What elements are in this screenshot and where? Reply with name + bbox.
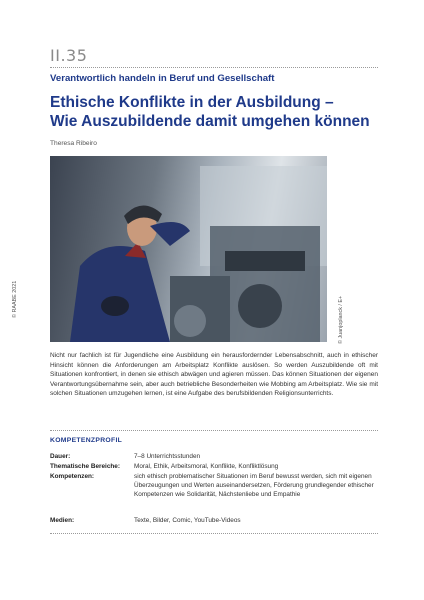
copyright-notice: © RAABE 2021 xyxy=(12,280,18,318)
author: Theresa Ribeiro xyxy=(50,140,97,147)
section-number: II.35 xyxy=(50,46,88,65)
page-title xyxy=(50,93,380,131)
divider xyxy=(50,67,378,68)
series-title: Verantwortlich handeln in Beruf und Gesellschaft xyxy=(50,73,275,84)
divider xyxy=(50,430,378,431)
profile-key: Thematische Bereiche: xyxy=(50,463,120,470)
machine-part xyxy=(225,251,305,271)
profile-key: Medien: xyxy=(50,517,75,524)
hero-photo xyxy=(50,156,327,342)
profile-value: 7–8 Unterrichtsstunden xyxy=(134,453,201,460)
profile-key: Kompetenzen: xyxy=(50,473,95,480)
divider xyxy=(50,533,378,534)
title-line-2: Wie Auszubildende damit umgehen können xyxy=(50,113,370,130)
photo-credit: © Juanjoplanck / E+ xyxy=(338,295,344,344)
profile-key: Dauer: xyxy=(50,453,71,460)
title-line-1: Ethische Konflikte in der Ausbildung – xyxy=(50,94,334,111)
workshop-illustration xyxy=(50,156,327,342)
profile-title: KOMPETENZPROFIL xyxy=(50,437,123,444)
profile-value: Texte, Bilder, Comic, YouTube-Videos xyxy=(134,517,241,524)
machine-wheel xyxy=(238,284,282,328)
intro-paragraph: Nicht nur fachlich ist für Jugendliche eine Ausbildung ein herausfordernder Lebensabschnitt, auch in ethischer Hinsicht können die Anforderungen am Arbeitsplatz Konflikte auslösen. So werden Auszubildende oft mit Situationen konfrontiert, in denen sie ethisch abwägen und agieren müssen. Das können Situationen der eigenen Verantwortungsübernahme sein, aber auch betriebliche Besonderheiten wie Mobbing am Arbeitsplatz. Wie sie mit solchen Situationen umzugehen lernen, ist eine Aufgabe des berufsbildenden Religionsunterrichts. xyxy=(50,352,378,398)
profile-value: Moral, Ethik, Arbeitsmoral, Konflikte, Konfliktlösung xyxy=(134,463,279,470)
worker-jacket xyxy=(70,246,170,342)
profile-value: sich ethisch problematischer Situationen im Beruf bewusst werden, sich mit eigenen Überzeugungen und Werten auseinandersetzen, Förderung grundlegender ethischer Kompetenzen wie Solidarität, Nächstenliebe und Empathie xyxy=(134,473,374,499)
worker-glove xyxy=(101,296,129,316)
lathe-chuck xyxy=(174,305,206,337)
